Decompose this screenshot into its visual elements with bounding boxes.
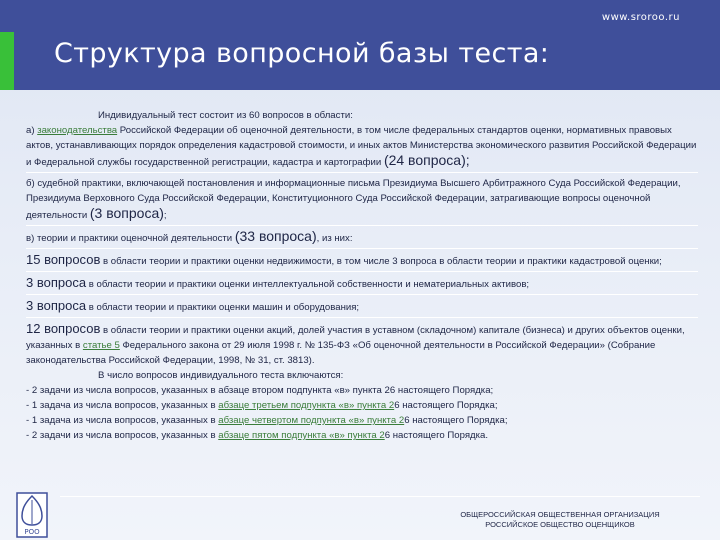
task-item [26,413,698,428]
task-text: 6 настоящего Порядка; [404,415,508,426]
logo-text: РОО [24,528,40,536]
item-a-count: (24 вопроса); [383,152,470,168]
sub-item-count: 12 вопросов [26,321,101,336]
task-item [26,398,698,413]
legislation-link[interactable]: законодательства [37,125,118,136]
article-link[interactable]: статье 5 [82,340,120,351]
slide-content [26,108,698,443]
item-b [26,176,698,223]
footer-org-line2: РОССИЙСКОЕ ОБЩЕСТВО ОЦЕНЩИКОВ [485,520,635,529]
item-a [26,123,698,170]
roo-logo-icon [16,492,48,538]
item-c-suffix: , из них: [316,233,353,244]
tasks-intro: В число вопросов индивидуального теста включаются: [98,370,344,381]
sub-item-text-2: Федерального закона от 29 июля 1998 г. № 135-ФЗ «Об оценочной деятельности в Российской Федерации» (Собрание законодательства Российской Федерации, 1998, № 31, ст. 3813). [26,340,656,366]
sub-item-text: в области теории и практики оценки недвижимости, в том числе 3 вопроса в области теории и практики кадастровой оценки; [100,256,662,267]
sub-item-machines [26,298,698,315]
divider [26,225,698,226]
item-c-count: (33 вопроса) [234,228,317,244]
task-link[interactable]: абзаце четвертом подпункта «в» пункта 2 [218,415,405,426]
sub-item-text: в области теории и практики оценки акций, долей участия в уставном (складочном) капитале (бизнеса) и других объектов оценки, указанных в [26,325,685,351]
task-text: 6 настоящего Порядка; [394,400,498,411]
footer-org-line1: ОБЩЕРОССИЙСКАЯ ОБЩЕСТВЕННАЯ ОРГАНИЗАЦИЯ [460,510,660,519]
footer-org [410,510,710,530]
task-text: - 2 задачи из числа вопросов, указанных в [26,430,219,441]
task-item: - 2 задачи из числа вопросов, указанных в абзаце втором подпункта «в» пункта 26 настоящего Порядка; [26,385,494,396]
task-link[interactable]: абзаце третьем подпункта «в» пункта 2 [218,400,395,411]
task-text: - 1 задача из числа вопросов, указанных в [26,400,219,411]
divider [26,271,698,272]
item-c [26,229,698,246]
sub-item-text: в области теории и практики оценки интеллектуальной собственности и нематериальных активов; [86,279,530,290]
task-item [26,428,698,443]
accent-bar [0,32,14,90]
intro-text: Индивидуальный тест состоит из 60 вопросов в области: [98,110,353,121]
sub-item-realty [26,252,698,269]
task-link[interactable]: абзаце пятом подпункта «в» пункта 2 [218,430,385,441]
divider [26,317,698,318]
item-b-suffix: ; [163,210,167,221]
item-a-text: Российской Федерации об оценочной деятельности, в том числе федеральных стандартов оценки, нормативных правовых актов, устанавливающих порядок определения кадастровой стоимости, и иных актов Министерства экономического развития Российской Федерации и Федеральной службы государственной регистрации, кадастра и картографии [26,125,697,168]
item-b-count: (3 вопроса) [89,205,164,221]
sub-item-count: 15 вопросов [26,252,101,267]
item-c-prefix: в) теории и практики оценочной деятельности [26,233,235,244]
divider [26,248,698,249]
sub-item-business [26,321,698,368]
task-text: - 1 задача из числа вопросов, указанных в [26,415,219,426]
sub-item-text: в области теории и практики оценки машин и оборудования; [86,302,360,313]
divider [26,172,698,173]
footer-divider [60,496,700,497]
site-url[interactable]: www.sroroo.ru [601,12,680,23]
task-text: 6 настоящего Порядка. [384,430,489,441]
item-b-text: б) судебной практики, включающей постановления и информационные письма Президиума Высшего Арбитражного Суда Российской Федерации, Президиума Верховного Суда Российской Федерации, Конституционного Суда Российской Федерации, затрагивающие вопросы оценочной деятельности [26,178,681,221]
sub-item-count: 3 вопроса [26,298,87,313]
slide-title: Структура вопросной базы теста: [54,38,550,69]
sub-item-ip [26,275,698,292]
divider [26,294,698,295]
item-a-prefix: а) [26,125,38,136]
sub-item-count: 3 вопроса [26,275,87,290]
